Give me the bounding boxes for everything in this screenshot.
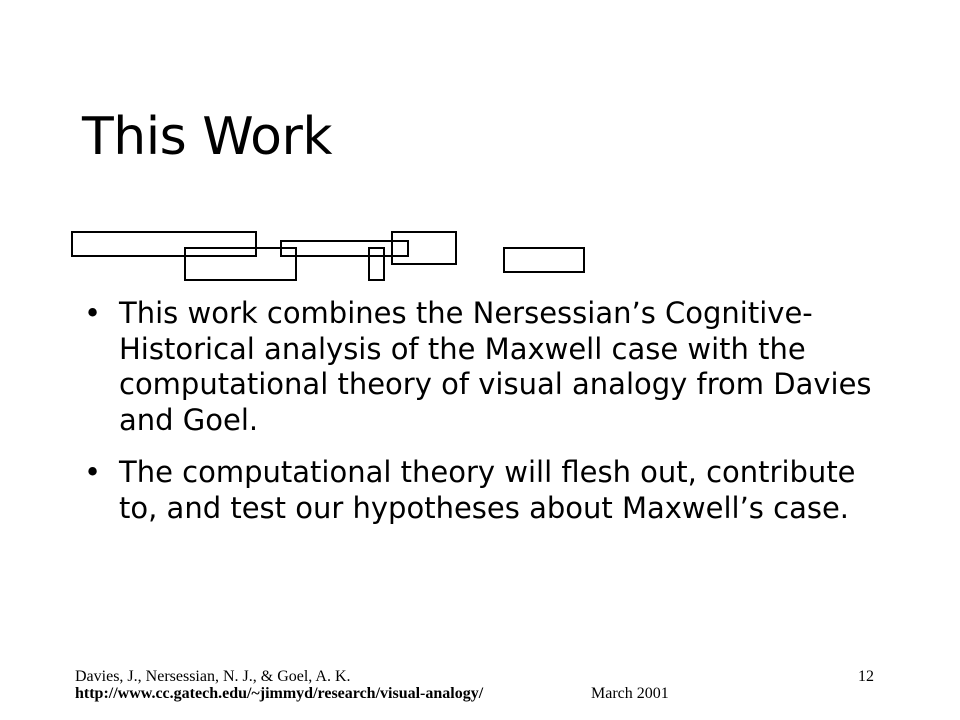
footer-authors: Davies, J., Nersessian, N. J., & Goel, A. K. [75, 668, 351, 685]
footer-url: http://www.cc.gatech.edu/~jimmyd/research/visual-analogy/ [75, 685, 484, 702]
footer-date: March 2001 [591, 685, 669, 702]
deco-rect [504, 248, 584, 272]
deco-rect [72, 232, 256, 256]
bullet-item [84, 296, 884, 438]
deco-rect [281, 241, 408, 256]
deco-rect [392, 232, 456, 264]
bullet-icon: • [84, 455, 102, 489]
bullet-text: The computational theory will flesh out, contribute to, and test our hypotheses about Maxwell’s case. [119, 455, 856, 525]
bullet-list [84, 296, 884, 543]
deco-rect [369, 248, 384, 280]
bullet-item [84, 455, 884, 526]
bullet-text: This work combines the Nersessian’s Cognitive-Historical analysis of the Maxwell case with the computational theory of visual analogy from Davies and Goel. [119, 296, 872, 437]
bullet-icon: • [84, 296, 102, 330]
slide-title: This Work [82, 107, 332, 167]
deco-rect [185, 248, 296, 280]
page-number: 12 [858, 668, 874, 685]
